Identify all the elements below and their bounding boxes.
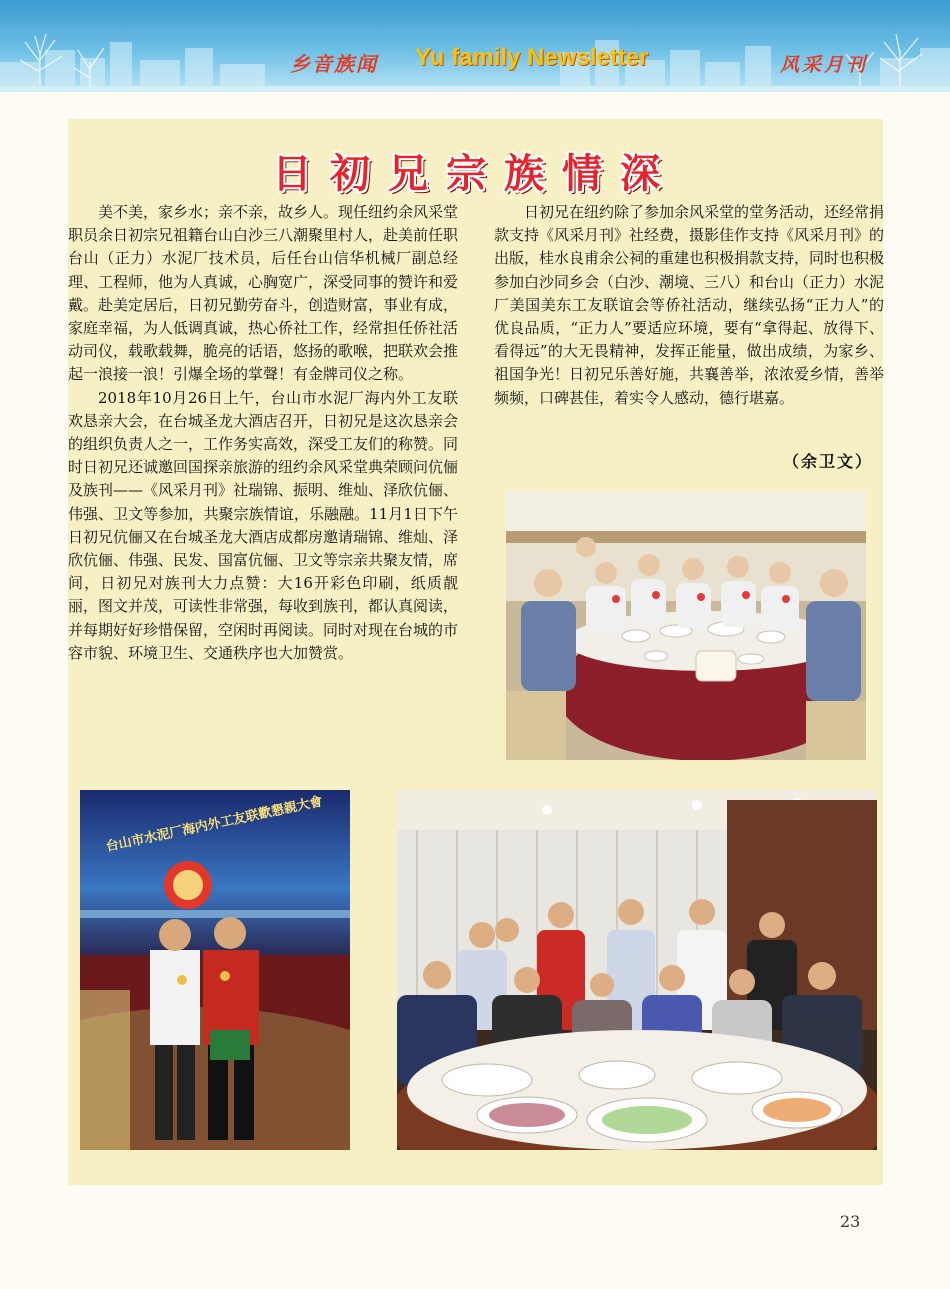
photo-event-stage (80, 790, 350, 1150)
paragraph: 2018年10月26日上午，台山市水泥厂海内外工友联欢恳亲大会，在台城圣龙大酒店召开，日初兄是这次恳亲会的组织负责人之一，工作务实高效，深受工友们的称赞。同时日初兄还诚邀回国探亲旅游的纽约余风采堂典荣顾问伉俪及族刊——《风采月刊》社瑞锦、振明、维灿、泽欣伉俪、伟强、卫文等参加，共聚宗族情谊，乐融融。11月1日下午日初兄伉俪又在台城圣龙大酒店成都房邀请瑞锦、维灿、泽欣伉俪、伟强、民发、国富伉俪、卫文等宗亲共聚友情，席间，日初兄对族刊大力点赞：大16开彩色印刷，纸质靓丽，图文并茂，可读性非常强，每收到族刊，都认真阅读，并每期好好珍惜保留，空闲时再阅读。同时对现在台城的市容市貌、环境卫生、交通秩序也大加赞赏。 (68, 388, 459, 662)
photo-banquet-table (506, 491, 866, 760)
photo-group-dinner (397, 790, 877, 1150)
article-title: 日初兄宗族情深 (272, 150, 678, 197)
author-signature: （余卫文） (783, 452, 874, 471)
right-column (494, 201, 884, 410)
paragraph: 美不美，家乡水；亲不亲，故乡人。现任纽约余风采堂职员余日初宗兄祖籍台山白沙三八潮聚里村人，赴美前任职台山（正力）水泥厂技术员，后任台山信华机械厂副总经理、工程师，他为人真诚，心胸宽广，深受同事的赞许和爱戴。赴美定居后，日初兄勤劳奋斗，创造财富，事业有成，家庭幸福，为人低调真诚，热心侨社工作，经常担任侨社活动司仪，载歌载舞，脆亮的话语，悠扬的歌喉，把联欢会推起一浪接一浪！引爆全场的掌聲！有金牌司仪之称。 (68, 203, 459, 384)
header-banner (0, 0, 950, 92)
page-number: 23 (840, 1212, 861, 1231)
paragraph: 日初兄在纽约除了参加余风采堂的堂务活动，还经常捐款支持《风采月刊》社经费，摄影佳作支持《风采月刊》的出版，桂水良甫余公祠的重建也积极捐款支持，同时也积极参加白沙同乡会（白沙、潮境、三八）和台山（正力）水泥厂美国美东工友联谊会等侨社活动，继续弘扬“正力人”的优良品质，“正力人”要适应环境，要有“拿得起、放得下、看得远”的大无畏精神，发挥正能量，做出成绩，为家乡、祖国争光！日初兄乐善好施，共襄善举，浓浓爱乡情，善举频频，口碑甚佳，着实令人感动，德行堪嘉。 (494, 203, 885, 407)
stage-banner-text: 台山市水泥厂海内外工友联歡懇親大會 (104, 794, 324, 855)
section-title: 乡音族闻 (290, 52, 378, 76)
publication-title: 风采月刊 (780, 54, 869, 76)
left-column (68, 201, 458, 665)
newsletter-name: Yu family Newsletter (415, 44, 649, 71)
banner-bottom-stripe (0, 86, 950, 92)
